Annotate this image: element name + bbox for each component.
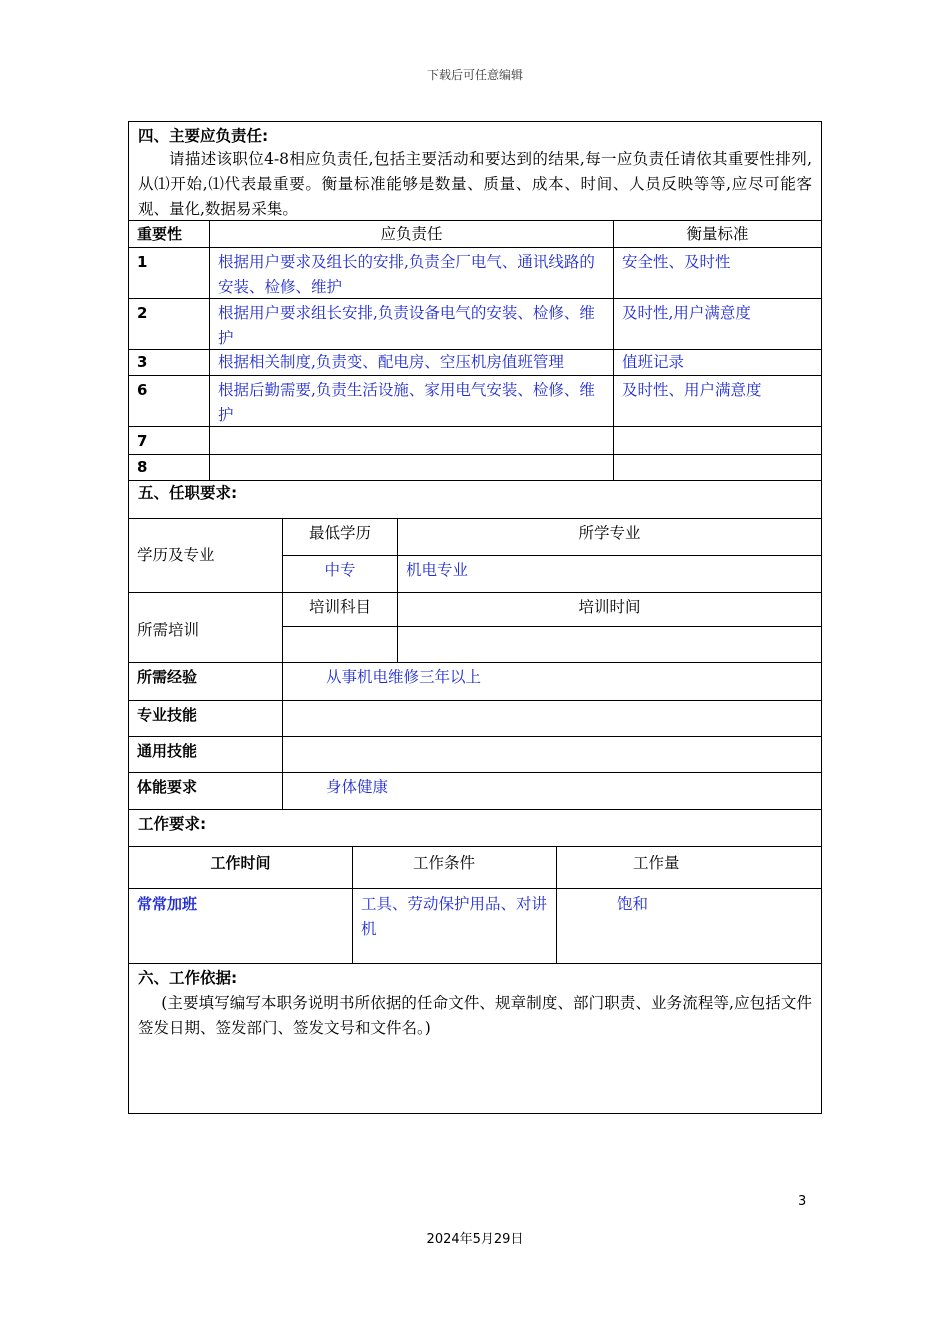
duty-standard: 及时性、用户满意度 bbox=[622, 381, 762, 399]
duty-row bbox=[129, 248, 821, 299]
work-conditions-value: 工具、劳动保护用品、对讲机 bbox=[353, 889, 557, 963]
section-4-description: 请描述该职位4-8相应负责任,包括主要活动和要达到的结果,每一应负责任请依其重要性排列,从⑴开始,⑴代表最重要。衡量标准能够是数量、质量、成本、时间、人员反映等等,应尽可能客观、量化,数据易采集。 bbox=[138, 150, 812, 218]
duty-text: 根据用户要求及组长的安排,负责全厂电气、通讯线路的安装、检修、维护 bbox=[210, 248, 614, 298]
training-subject-value bbox=[283, 627, 398, 662]
training-label: 所需培训 bbox=[129, 593, 283, 662]
duty-standard: 安全性、及时性 bbox=[622, 253, 731, 271]
education-label: 学历及专业 bbox=[129, 519, 283, 592]
duty-standard bbox=[614, 427, 821, 454]
duty-text: 根据后勤需要,负责生活设施、家用电气安装、检修、维护 bbox=[210, 376, 614, 426]
physical-row bbox=[129, 773, 821, 810]
physical-label: 体能要求 bbox=[129, 773, 283, 809]
major-header: 所学专业 bbox=[578, 524, 641, 542]
work-conditions-header: 工作条件 bbox=[353, 847, 557, 888]
major-value: 机电专业 bbox=[406, 561, 469, 579]
duty-importance: 6 bbox=[129, 376, 210, 426]
duty-standard: 值班记录 bbox=[622, 353, 685, 371]
work-requirements-value-row bbox=[129, 889, 821, 964]
experience-row bbox=[129, 663, 821, 701]
section-6-title: 六、工作依据: bbox=[138, 969, 238, 987]
professional-skill-row bbox=[129, 701, 821, 737]
duty-text bbox=[210, 427, 614, 454]
work-requirements-title: 工作要求: bbox=[138, 815, 207, 833]
experience-value: 从事机电维修三年以上 bbox=[326, 668, 482, 686]
section-4-title: 四、主要应负责任: bbox=[138, 127, 269, 145]
experience-label: 所需经验 bbox=[129, 663, 283, 700]
duties-header-row bbox=[129, 221, 821, 248]
standard-header: 衡量标准 bbox=[686, 225, 749, 243]
work-time-value: 常常加班 bbox=[129, 889, 353, 963]
duty-importance: 8 bbox=[129, 455, 210, 480]
training-time-header: 培训时间 bbox=[578, 598, 641, 616]
duty-row bbox=[129, 376, 821, 427]
work-volume-header: 工作量 bbox=[633, 854, 680, 872]
duty-standard bbox=[614, 455, 821, 480]
page-number: 3 bbox=[798, 1194, 807, 1209]
min-education-header: 最低学历 bbox=[283, 519, 398, 555]
duty-importance: 3 bbox=[129, 350, 210, 375]
general-skill-row bbox=[129, 737, 821, 773]
education-block bbox=[129, 519, 821, 593]
duty-importance: 2 bbox=[129, 299, 210, 349]
min-education-value: 中专 bbox=[283, 556, 398, 592]
footer-date: 2024年5月29日 bbox=[426, 1232, 524, 1247]
professional-skill-label: 专业技能 bbox=[129, 701, 283, 736]
duty-header: 应负责任 bbox=[210, 221, 614, 247]
job-description-form bbox=[128, 121, 822, 1114]
training-block bbox=[129, 593, 821, 663]
page-header: 下载后可任意编辑 bbox=[426, 68, 523, 82]
training-time-value bbox=[398, 627, 821, 662]
training-subject-header: 培训科目 bbox=[283, 593, 398, 626]
duty-standard: 及时性,用户满意度 bbox=[622, 304, 751, 322]
importance-header: 重要性 bbox=[129, 221, 210, 247]
section-5-title-row bbox=[129, 481, 821, 519]
work-requirements-title-row bbox=[129, 810, 821, 847]
duty-text: 根据相关制度,负责变、配电房、空压机房值班管理 bbox=[210, 350, 614, 375]
duty-row bbox=[129, 427, 821, 455]
section-5-title: 五、任职要求: bbox=[138, 484, 238, 502]
work-volume-value: 饱和 bbox=[617, 895, 649, 913]
professional-skill-value bbox=[283, 701, 821, 736]
section-4-intro bbox=[129, 122, 821, 221]
general-skill-label: 通用技能 bbox=[129, 737, 283, 772]
section-6-description: (主要填写编写本职务说明书所依据的任命文件、规章制度、部门职责、业务流程等,应包括文件签发日期、签发部门、签发文号和文件名。) bbox=[138, 994, 812, 1037]
duty-row bbox=[129, 299, 821, 350]
duty-row bbox=[129, 350, 821, 376]
duty-importance: 1 bbox=[129, 248, 210, 298]
duty-text: 根据用户要求组长安排,负责设备电气的安装、检修、维护 bbox=[210, 299, 614, 349]
work-requirements-header-row bbox=[129, 847, 821, 889]
work-time-header: 工作时间 bbox=[129, 847, 353, 888]
physical-value: 身体健康 bbox=[326, 778, 389, 796]
duty-importance: 7 bbox=[129, 427, 210, 454]
duty-text bbox=[210, 455, 614, 480]
duty-row bbox=[129, 455, 821, 481]
general-skill-value bbox=[283, 737, 821, 772]
